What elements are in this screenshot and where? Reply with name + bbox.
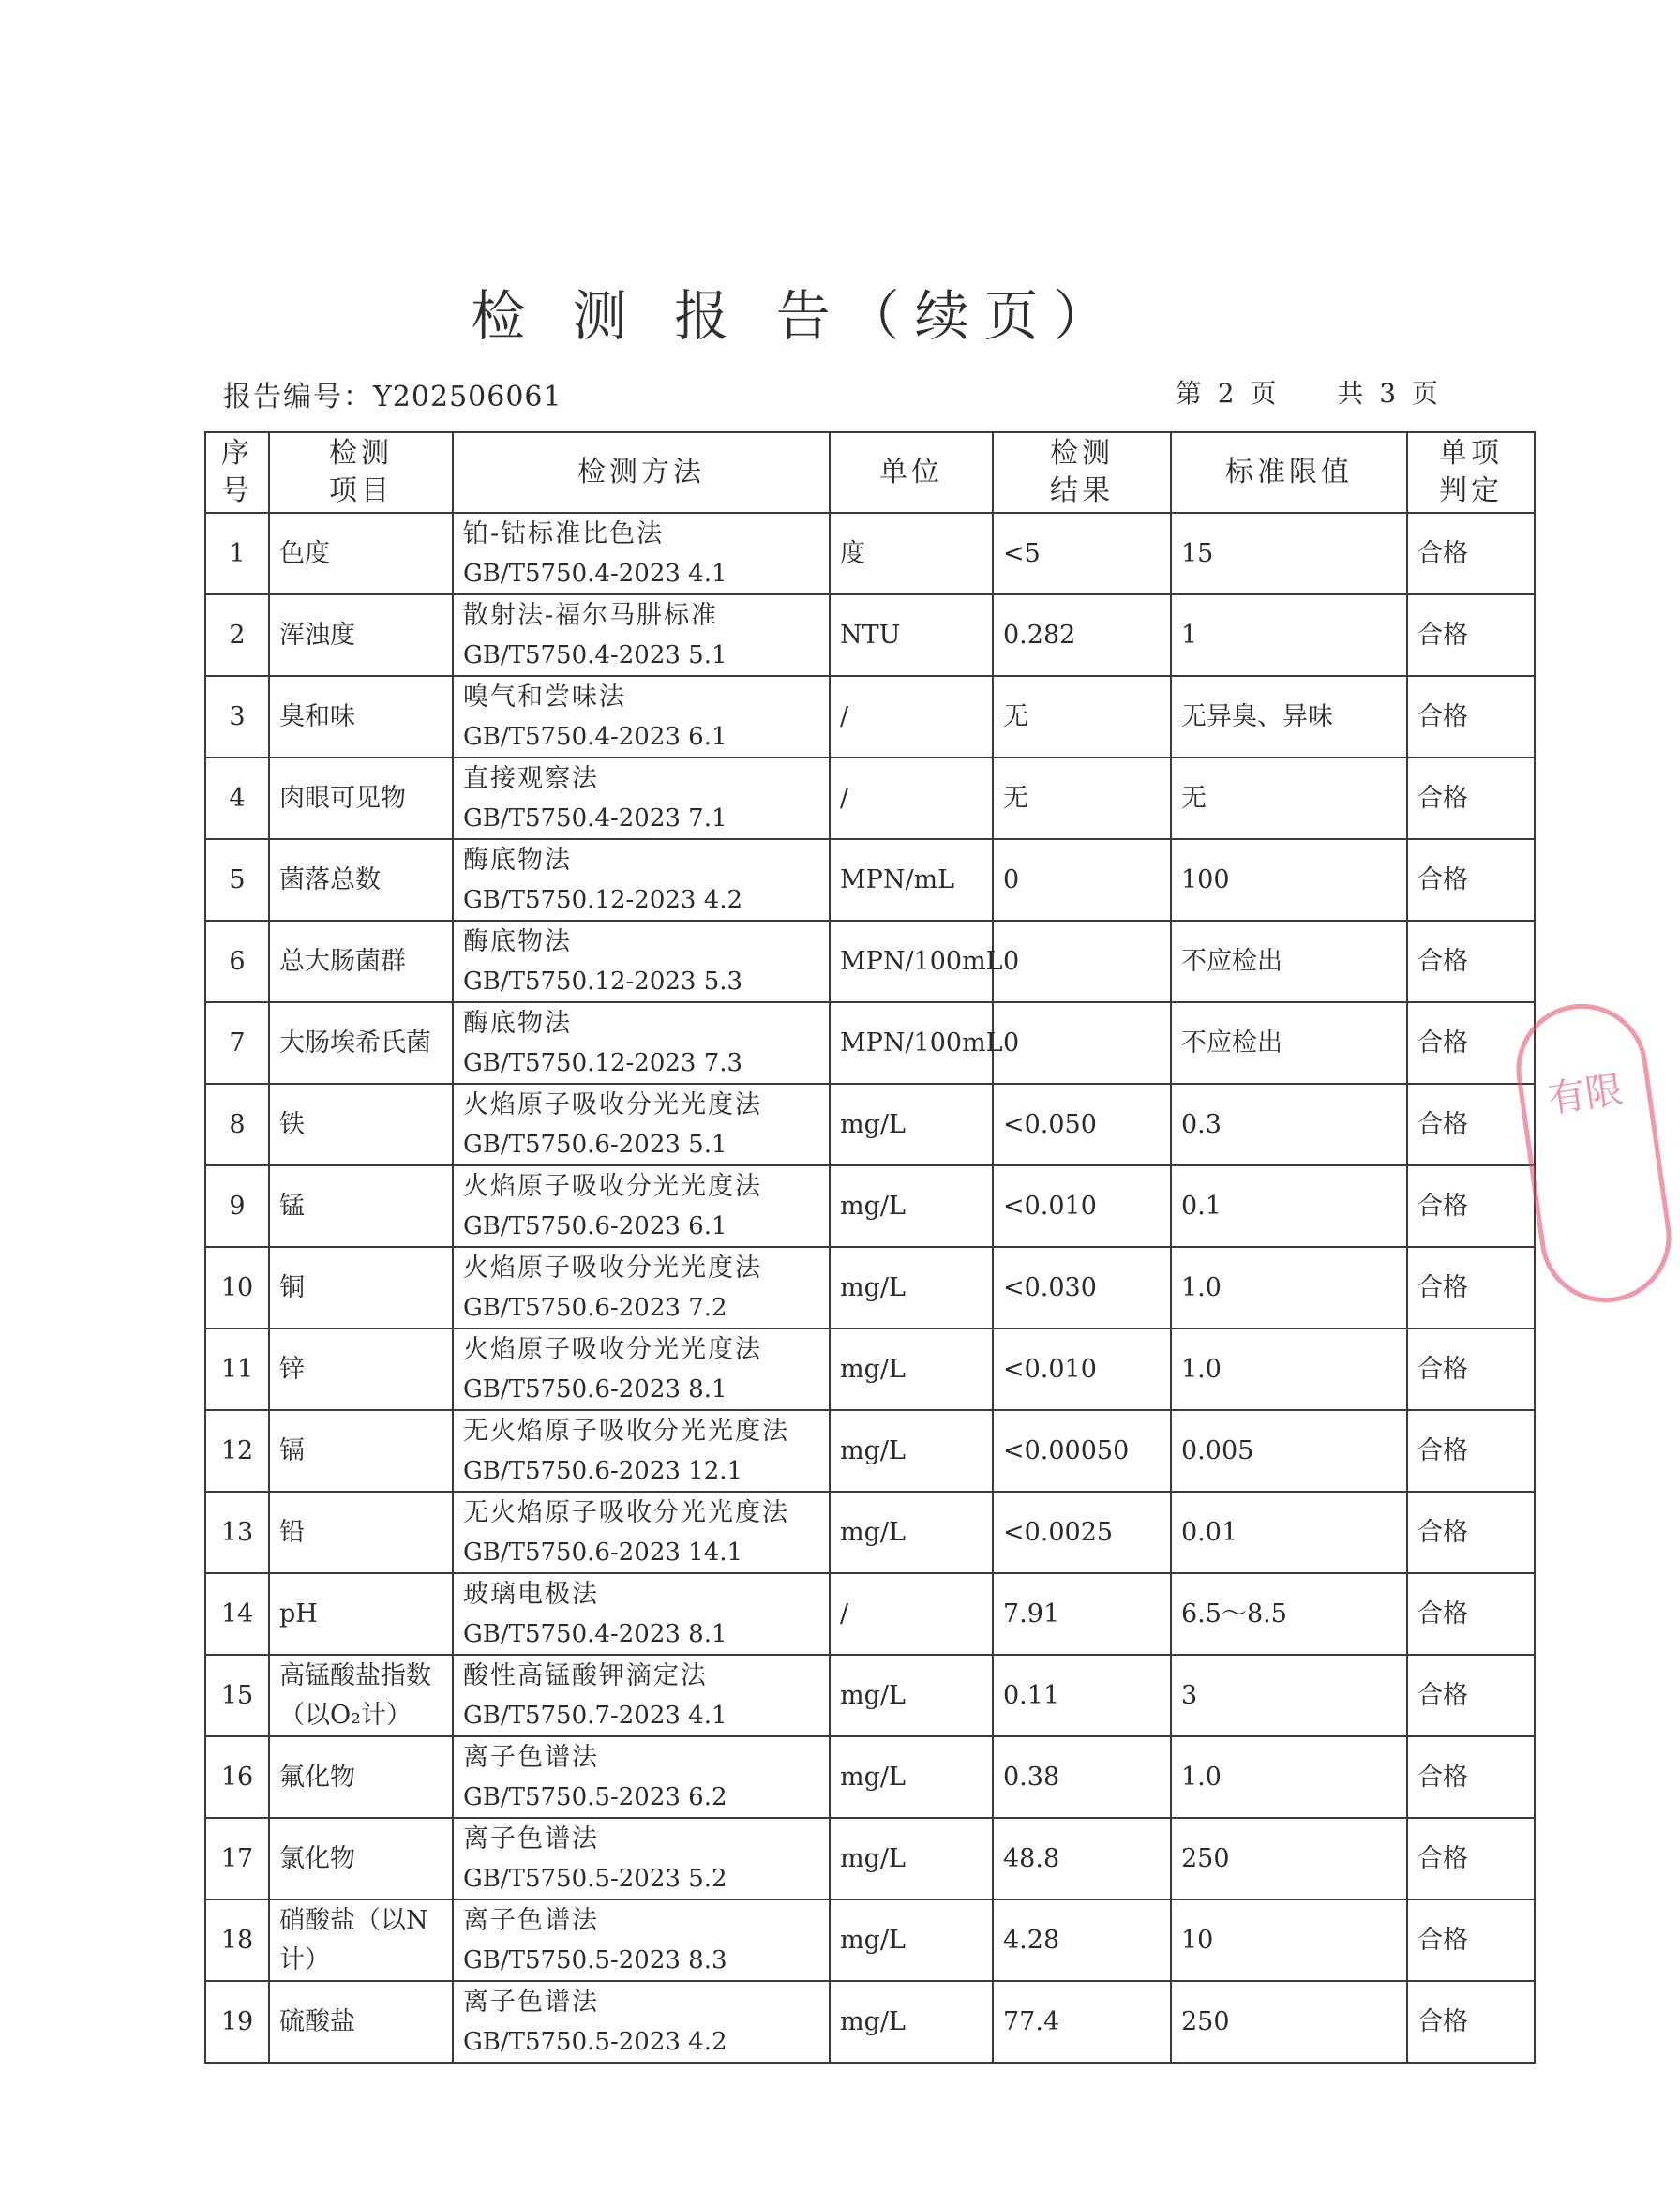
cell-item: 总大肠菌群 [269, 921, 453, 1002]
header-result: 检测 结果 [993, 432, 1171, 513]
cell-no: 10 [205, 1247, 269, 1329]
method-name: 火焰原子吸收分光光度法 [463, 1171, 762, 1201]
cell-judge: 合格 [1407, 839, 1535, 921]
cell-result: 无 [993, 676, 1171, 758]
cell-limit: 1.0 [1171, 1329, 1407, 1410]
cell-result: 7.91 [993, 1573, 1171, 1655]
cell-method [453, 676, 830, 758]
cell-item: 镉 [269, 1410, 453, 1492]
method-standard: GB/T5750.12-2023 4.2 [463, 885, 743, 914]
cell-result: <0.030 [993, 1247, 1171, 1329]
cell-judge: 合格 [1407, 1899, 1535, 1981]
cell-unit: 度 [830, 513, 993, 594]
cell-judge: 合格 [1407, 676, 1535, 758]
header-item: 检测 项目 [269, 432, 453, 513]
method-name: 嗅气和尝味法 [463, 682, 626, 712]
table-row [205, 594, 1535, 676]
cell-judge: 合格 [1407, 1573, 1535, 1655]
cell-judge: 合格 [1407, 1410, 1535, 1492]
method-name: 离子色谱法 [463, 1824, 599, 1854]
table-row [205, 1899, 1535, 1981]
cell-unit: MPN/mL [830, 839, 993, 921]
method-name: 无火焰原子吸收分光光度法 [463, 1497, 789, 1527]
cell-item: pH [269, 1573, 453, 1655]
cell-limit: 不应检出 [1171, 921, 1407, 1002]
table-row [205, 1736, 1535, 1818]
method-standard: GB/T5750.6-2023 14.1 [463, 1538, 743, 1567]
cell-unit: / [830, 676, 993, 758]
table-row [205, 1492, 1535, 1573]
method-name: 直接观察法 [463, 763, 599, 793]
method-standard: GB/T5750.5-2023 6.2 [463, 1782, 728, 1811]
cell-unit: mg/L [830, 1818, 993, 1899]
cell-no: 5 [205, 839, 269, 921]
method-standard: GB/T5750.4-2023 4.1 [463, 559, 728, 588]
cell-method [453, 1655, 830, 1736]
cell-judge: 合格 [1407, 1655, 1535, 1736]
method-standard: GB/T5750.6-2023 7.2 [463, 1293, 728, 1322]
cell-limit: 6.5～8.5 [1171, 1573, 1407, 1655]
method-standard: GB/T5750.12-2023 5.3 [463, 967, 743, 996]
cell-item: 氯化物 [269, 1818, 453, 1899]
cell-result: <0.010 [993, 1329, 1171, 1410]
page-info [1170, 373, 1442, 411]
cell-item: 硫酸盐 [269, 1981, 453, 2063]
cell-no: 16 [205, 1736, 269, 1818]
cell-limit: 1.0 [1171, 1247, 1407, 1329]
method-standard: GB/T5750.7-2023 4.1 [463, 1701, 728, 1730]
cell-unit: mg/L [830, 1165, 993, 1247]
cell-no: 19 [205, 1981, 269, 2063]
table-row [205, 513, 1535, 594]
method-standard: GB/T5750.6-2023 6.1 [463, 1211, 728, 1240]
cell-limit: 1.0 [1171, 1736, 1407, 1818]
method-name: 酶底物法 [463, 926, 572, 956]
cell-no: 14 [205, 1573, 269, 1655]
page-title: 检 测 报 告（续页） [471, 284, 1123, 348]
cell-unit: mg/L [830, 1410, 993, 1492]
cell-unit: mg/L [830, 1329, 993, 1410]
table-row [205, 1329, 1535, 1410]
table-header-row [205, 432, 1535, 513]
cell-method [453, 1981, 830, 2063]
cell-judge: 合格 [1407, 758, 1535, 839]
cell-result: 48.8 [993, 1818, 1171, 1899]
cell-method [453, 513, 830, 594]
report-number [223, 373, 562, 414]
method-standard: GB/T5750.4-2023 7.1 [463, 803, 728, 833]
cell-unit: mg/L [830, 1084, 993, 1165]
cell-limit: 10 [1171, 1899, 1407, 1981]
cell-limit: 无 [1171, 758, 1407, 839]
cell-unit: mg/L [830, 1655, 993, 1736]
cell-no: 15 [205, 1655, 269, 1736]
cell-unit: mg/L [830, 1736, 993, 1818]
method-standard: GB/T5750.4-2023 5.1 [463, 640, 728, 669]
cell-method [453, 921, 830, 1002]
method-name: 散射法-福尔马肼标准 [463, 600, 719, 630]
page-total: 共 3 页 [1337, 378, 1442, 409]
method-name: 酶底物法 [463, 845, 572, 875]
report-number-value: Y202506061 [373, 381, 562, 413]
method-name: 离子色谱法 [463, 1905, 599, 1935]
cell-limit: 3 [1171, 1655, 1407, 1736]
cell-item: 氟化物 [269, 1736, 453, 1818]
cell-method [453, 1329, 830, 1410]
cell-result: 0.38 [993, 1736, 1171, 1818]
table-row [205, 839, 1535, 921]
method-name: 火焰原子吸收分光光度法 [463, 1334, 762, 1364]
cell-judge: 合格 [1407, 1165, 1535, 1247]
cell-no: 17 [205, 1818, 269, 1899]
cell-no: 11 [205, 1329, 269, 1410]
cell-result: <5 [993, 513, 1171, 594]
cell-item: 色度 [269, 513, 453, 594]
method-name: 离子色谱法 [463, 1987, 599, 2017]
cell-limit: 100 [1171, 839, 1407, 921]
header-judge: 单项 判定 [1407, 432, 1535, 513]
cell-no: 7 [205, 1002, 269, 1084]
cell-result: <0.0025 [993, 1492, 1171, 1573]
cell-unit: mg/L [830, 1247, 993, 1329]
cell-no: 6 [205, 921, 269, 1002]
cell-method [453, 1736, 830, 1818]
cell-no: 12 [205, 1410, 269, 1492]
method-standard: GB/T5750.4-2023 8.1 [463, 1619, 728, 1648]
cell-judge: 合格 [1407, 513, 1535, 594]
table-row [205, 1084, 1535, 1165]
method-standard: GB/T5750.4-2023 6.1 [463, 722, 728, 751]
table-body [205, 513, 1535, 2063]
cell-method [453, 758, 830, 839]
cell-method [453, 1165, 830, 1247]
table-row [205, 1165, 1535, 1247]
cell-item: 浑浊度 [269, 594, 453, 676]
cell-no: 3 [205, 676, 269, 758]
cell-unit: mg/L [830, 1981, 993, 2063]
cell-limit: 无异臭、异味 [1171, 676, 1407, 758]
cell-no: 1 [205, 513, 269, 594]
cell-limit: 不应检出 [1171, 1002, 1407, 1084]
page-number: 第 2 页 [1175, 378, 1281, 409]
cell-result: <0.00050 [993, 1410, 1171, 1492]
cell-result: 77.4 [993, 1981, 1171, 2063]
cell-item: 锰 [269, 1165, 453, 1247]
table-row [205, 1573, 1535, 1655]
cell-item: 大肠埃希氏菌 [269, 1002, 453, 1084]
cell-limit: 0.01 [1171, 1492, 1407, 1573]
cell-method [453, 1247, 830, 1329]
cell-judge: 合格 [1407, 1981, 1535, 2063]
header-unit: 单位 [830, 432, 993, 513]
cell-judge: 合格 [1407, 1818, 1535, 1899]
cell-method [453, 1573, 830, 1655]
header-method: 检测方法 [453, 432, 830, 513]
cell-judge: 合格 [1407, 921, 1535, 1002]
cell-limit: 0.005 [1171, 1410, 1407, 1492]
method-standard: GB/T5750.5-2023 8.3 [463, 1945, 728, 1974]
cell-method [453, 1818, 830, 1899]
cell-limit: 250 [1171, 1981, 1407, 2063]
method-standard: GB/T5750.5-2023 5.2 [463, 1864, 728, 1893]
header-limit: 标准限值 [1171, 432, 1407, 513]
cell-result: 0 [993, 1002, 1171, 1084]
cell-no: 2 [205, 594, 269, 676]
method-standard: GB/T5750.12-2023 7.3 [463, 1048, 743, 1077]
method-standard: GB/T5750.6-2023 12.1 [463, 1456, 743, 1485]
cell-item: 硝酸盐（以N计） [269, 1899, 453, 1981]
header-no: 序 号 [205, 432, 269, 513]
cell-item: 肉眼可见物 [269, 758, 453, 839]
method-name: 酶底物法 [463, 1008, 572, 1038]
method-name: 火焰原子吸收分光光度法 [463, 1089, 762, 1119]
cell-item: 菌落总数 [269, 839, 453, 921]
table-row [205, 676, 1535, 758]
cell-limit: 0.3 [1171, 1084, 1407, 1165]
report-number-label: 报告编号： [223, 381, 373, 413]
method-standard: GB/T5750.6-2023 5.1 [463, 1130, 728, 1159]
method-name: 无火焰原子吸收分光光度法 [463, 1416, 789, 1446]
cell-limit: 1 [1171, 594, 1407, 676]
report-header-line [223, 373, 1442, 414]
table-row [205, 1002, 1535, 1084]
cell-judge: 合格 [1407, 1084, 1535, 1165]
cell-no: 9 [205, 1165, 269, 1247]
cell-method [453, 839, 830, 921]
cell-item: 臭和味 [269, 676, 453, 758]
cell-method [453, 1492, 830, 1573]
stamp-seal: 有限 [1508, 996, 1679, 1311]
cell-judge: 合格 [1407, 594, 1535, 676]
cell-method [453, 1410, 830, 1492]
table-row [205, 1247, 1535, 1329]
method-name: 铂-钴标准比色法 [463, 518, 665, 548]
cell-judge: 合格 [1407, 1247, 1535, 1329]
cell-judge: 合格 [1407, 1492, 1535, 1573]
cell-result: 无 [993, 758, 1171, 839]
cell-no: 13 [205, 1492, 269, 1573]
table-row [205, 1818, 1535, 1899]
cell-result: <0.050 [993, 1084, 1171, 1165]
method-name: 玻璃电极法 [463, 1579, 599, 1609]
table-row [205, 1981, 1535, 2063]
cell-unit: / [830, 1573, 993, 1655]
cell-item: 锌 [269, 1329, 453, 1410]
cell-unit: mg/L [830, 1492, 993, 1573]
table-row [205, 1410, 1535, 1492]
cell-judge: 合格 [1407, 1002, 1535, 1084]
cell-limit: 15 [1171, 513, 1407, 594]
cell-method [453, 1002, 830, 1084]
cell-no: 8 [205, 1084, 269, 1165]
cell-method [453, 594, 830, 676]
table-row [205, 921, 1535, 1002]
cell-unit: / [830, 758, 993, 839]
cell-method [453, 1899, 830, 1981]
results-table [204, 431, 1536, 2064]
table-row [205, 1655, 1535, 1736]
cell-item: 铅 [269, 1492, 453, 1573]
cell-limit: 0.1 [1171, 1165, 1407, 1247]
method-standard: GB/T5750.6-2023 8.1 [463, 1374, 728, 1404]
cell-item: 高锰酸盐指数（以O₂计） [269, 1655, 453, 1736]
method-name: 火焰原子吸收分光光度法 [463, 1253, 762, 1283]
cell-method [453, 1084, 830, 1165]
cell-result: <0.010 [993, 1165, 1171, 1247]
cell-unit: mg/L [830, 1899, 993, 1981]
cell-no: 18 [205, 1899, 269, 1981]
cell-result: 4.28 [993, 1899, 1171, 1981]
method-name: 离子色谱法 [463, 1742, 599, 1772]
cell-result: 0.11 [993, 1655, 1171, 1736]
method-standard: GB/T5750.5-2023 4.2 [463, 2027, 728, 2056]
cell-result: 0 [993, 921, 1171, 1002]
cell-item: 铁 [269, 1084, 453, 1165]
cell-unit: NTU [830, 594, 993, 676]
table-row [205, 758, 1535, 839]
method-name: 酸性高锰酸钾滴定法 [463, 1660, 708, 1690]
cell-judge: 合格 [1407, 1329, 1535, 1410]
cell-item: 铜 [269, 1247, 453, 1329]
cell-no: 4 [205, 758, 269, 839]
cell-unit: MPN/100mL [830, 1002, 993, 1084]
cell-result: 0 [993, 839, 1171, 921]
cell-result: 0.282 [993, 594, 1171, 676]
cell-limit: 250 [1171, 1818, 1407, 1899]
cell-judge: 合格 [1407, 1736, 1535, 1818]
cell-unit: MPN/100mL [830, 921, 993, 1002]
